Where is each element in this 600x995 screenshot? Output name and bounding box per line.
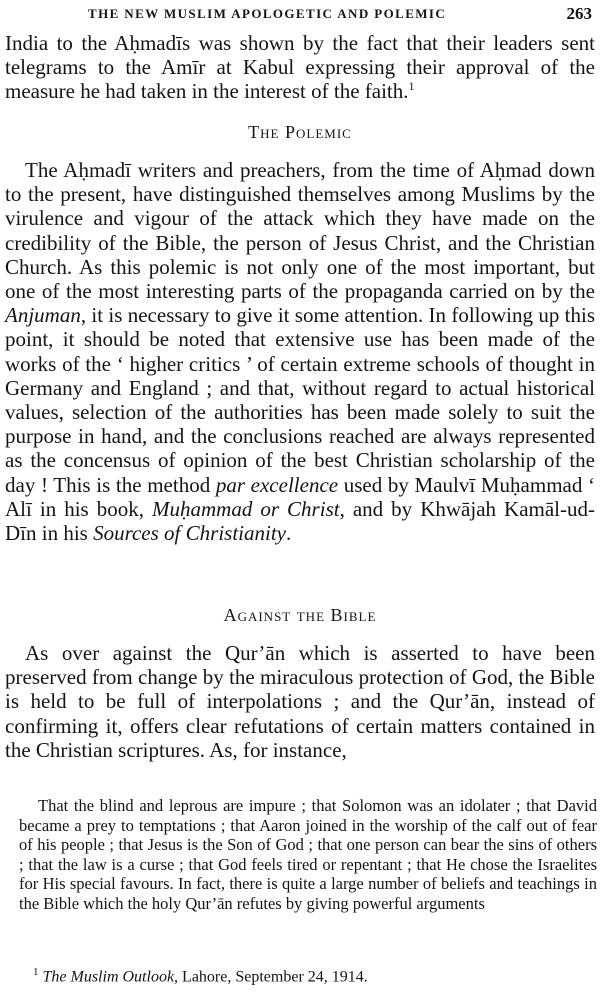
footnote-source-title: The Muslim Outlook xyxy=(42,968,175,986)
bible-paragraph-block xyxy=(5,641,595,762)
section-heading-polemic: The Polemic xyxy=(248,122,352,142)
footnote-source-details: , Lahore, September 24, 1914. xyxy=(174,968,368,986)
page-number: 263 xyxy=(566,4,592,23)
anjuman-term: Anjuman xyxy=(5,303,81,328)
section-heading-against-bible: Against the Bible xyxy=(223,605,377,625)
running-header xyxy=(0,4,600,26)
block-quote: That the blind and leprous are impure ; that Solomon was an idolater ; that David became a prey to temptations ; that Aaron joined in the worship of the calf out of fear of his people ; that Jesus is the Son of God ; that one person can bear the sins of others ; that the law is a curse ; that God feels tired or repentant ; that He chose the Israelites for His special favours. In fact, there is quite a large number of beliefs and teachings in the Bible which the holy Qur’ān refutes by giving powerful arguments xyxy=(19,796,597,913)
bible-paragraph: As over against the Qur’ān which is asserted to have been preserved from change by the miraculous protection of God, the Bible is held to be full of interpolations ; and the Qur’ān, instead of confirming it, offers clear refutations of certain matters contained in the Christian scriptures. As, for instance, xyxy=(5,641,595,762)
polemic-paragraph-block xyxy=(5,158,595,545)
par-excellence-term: par excellence xyxy=(215,472,339,497)
polemic-paragraph xyxy=(5,158,595,545)
opening-paragraph xyxy=(5,31,595,104)
footnote xyxy=(33,966,593,986)
footnote-mark: 1 xyxy=(33,966,39,978)
polemic-text-e: . xyxy=(285,521,292,546)
polemic-text-b: , it is necessary to give it some attention. In following up this point, it should be noted that extensive use has been made of the works of the ‘ higher critics ’ of certain extreme schools of thought in Germany and England ; and that, without regard to actual historical values, selection of the authorities has been made solely to suit the purpose in hand, and the conclusions reached are always represented as the concensus of opinion of the best Christian scholarship of the day ! This is the method xyxy=(5,303,595,497)
polemic-text-d: , and by Khwājah Kamāl-ud-Dīn in his xyxy=(5,496,595,546)
polemic-text-c: used by Maulvī Muḥammad ‘ Alī in his book, xyxy=(5,472,595,521)
book-title-muhammad-or-christ: Muḥammad or Christ xyxy=(152,496,340,521)
running-title: THE NEW MUSLIM APOLOGETIC AND POLEMIC xyxy=(88,6,447,21)
book-title-sources-of-christianity: Sources of Christianity xyxy=(93,521,286,546)
opening-paragraph-block xyxy=(5,31,595,104)
footnote-reference: 1 xyxy=(408,79,415,94)
opening-paragraph-text: India to the Aḥmadīs was shown by the fact that their leaders sent telegrams to the Amīr at Kabul expressing their approval of the measure he had taken in the interest of the faith. xyxy=(5,31,595,104)
polemic-text-a: The Aḥmadī writers and preachers, from the time of Aḥmad down to the present, have distinguished themselves among Muslims by the virulence and vigour of the attack which they have made on the credibility of the Bible, the person of Jesus Christ, and the Christian Church. As this polemic is not only one of the most important, but one of the most interesting parts of the propaganda carried on by the xyxy=(5,158,595,304)
